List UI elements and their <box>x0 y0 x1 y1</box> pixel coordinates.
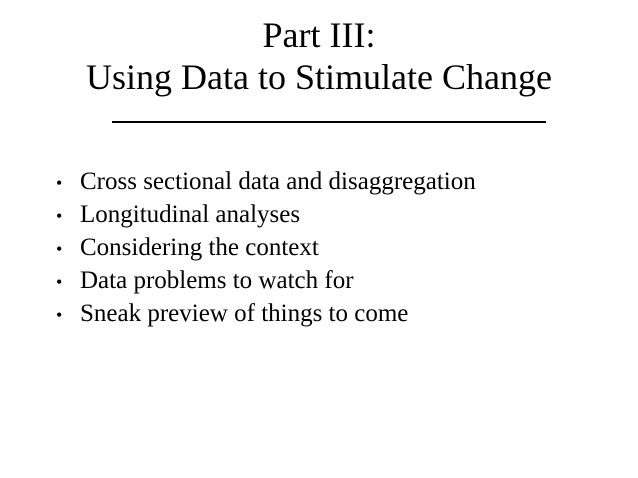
bullet-text: Data problems to watch for <box>80 267 354 294</box>
title-line-heading: Using Data to Stimulate Change <box>86 57 552 97</box>
bullet-item-longitudinal <box>56 199 476 232</box>
bullet-text: Longitudinal analyses <box>80 201 301 228</box>
bullet-item-context <box>56 232 476 265</box>
bullet-point-icon: • <box>56 305 63 325</box>
bullet-point-icon: • <box>56 206 63 226</box>
title-underline-divider <box>112 121 546 123</box>
slide-title <box>0 14 638 98</box>
bullet-text: Considering the context <box>80 234 319 261</box>
bullet-item-data-problems <box>56 265 476 298</box>
bullet-item-sneak-preview <box>56 298 476 331</box>
bullet-text: Sneak preview of things to come <box>80 300 409 327</box>
bullet-point-icon: • <box>56 239 63 259</box>
bullet-text: Cross sectional data and disaggregation <box>80 168 476 195</box>
bullet-item-cross-sectional <box>56 166 476 199</box>
bullet-point-icon: • <box>56 272 63 292</box>
bullet-list <box>56 166 476 331</box>
title-line-part: Part III: <box>262 15 376 55</box>
bullet-point-icon: • <box>56 173 63 193</box>
